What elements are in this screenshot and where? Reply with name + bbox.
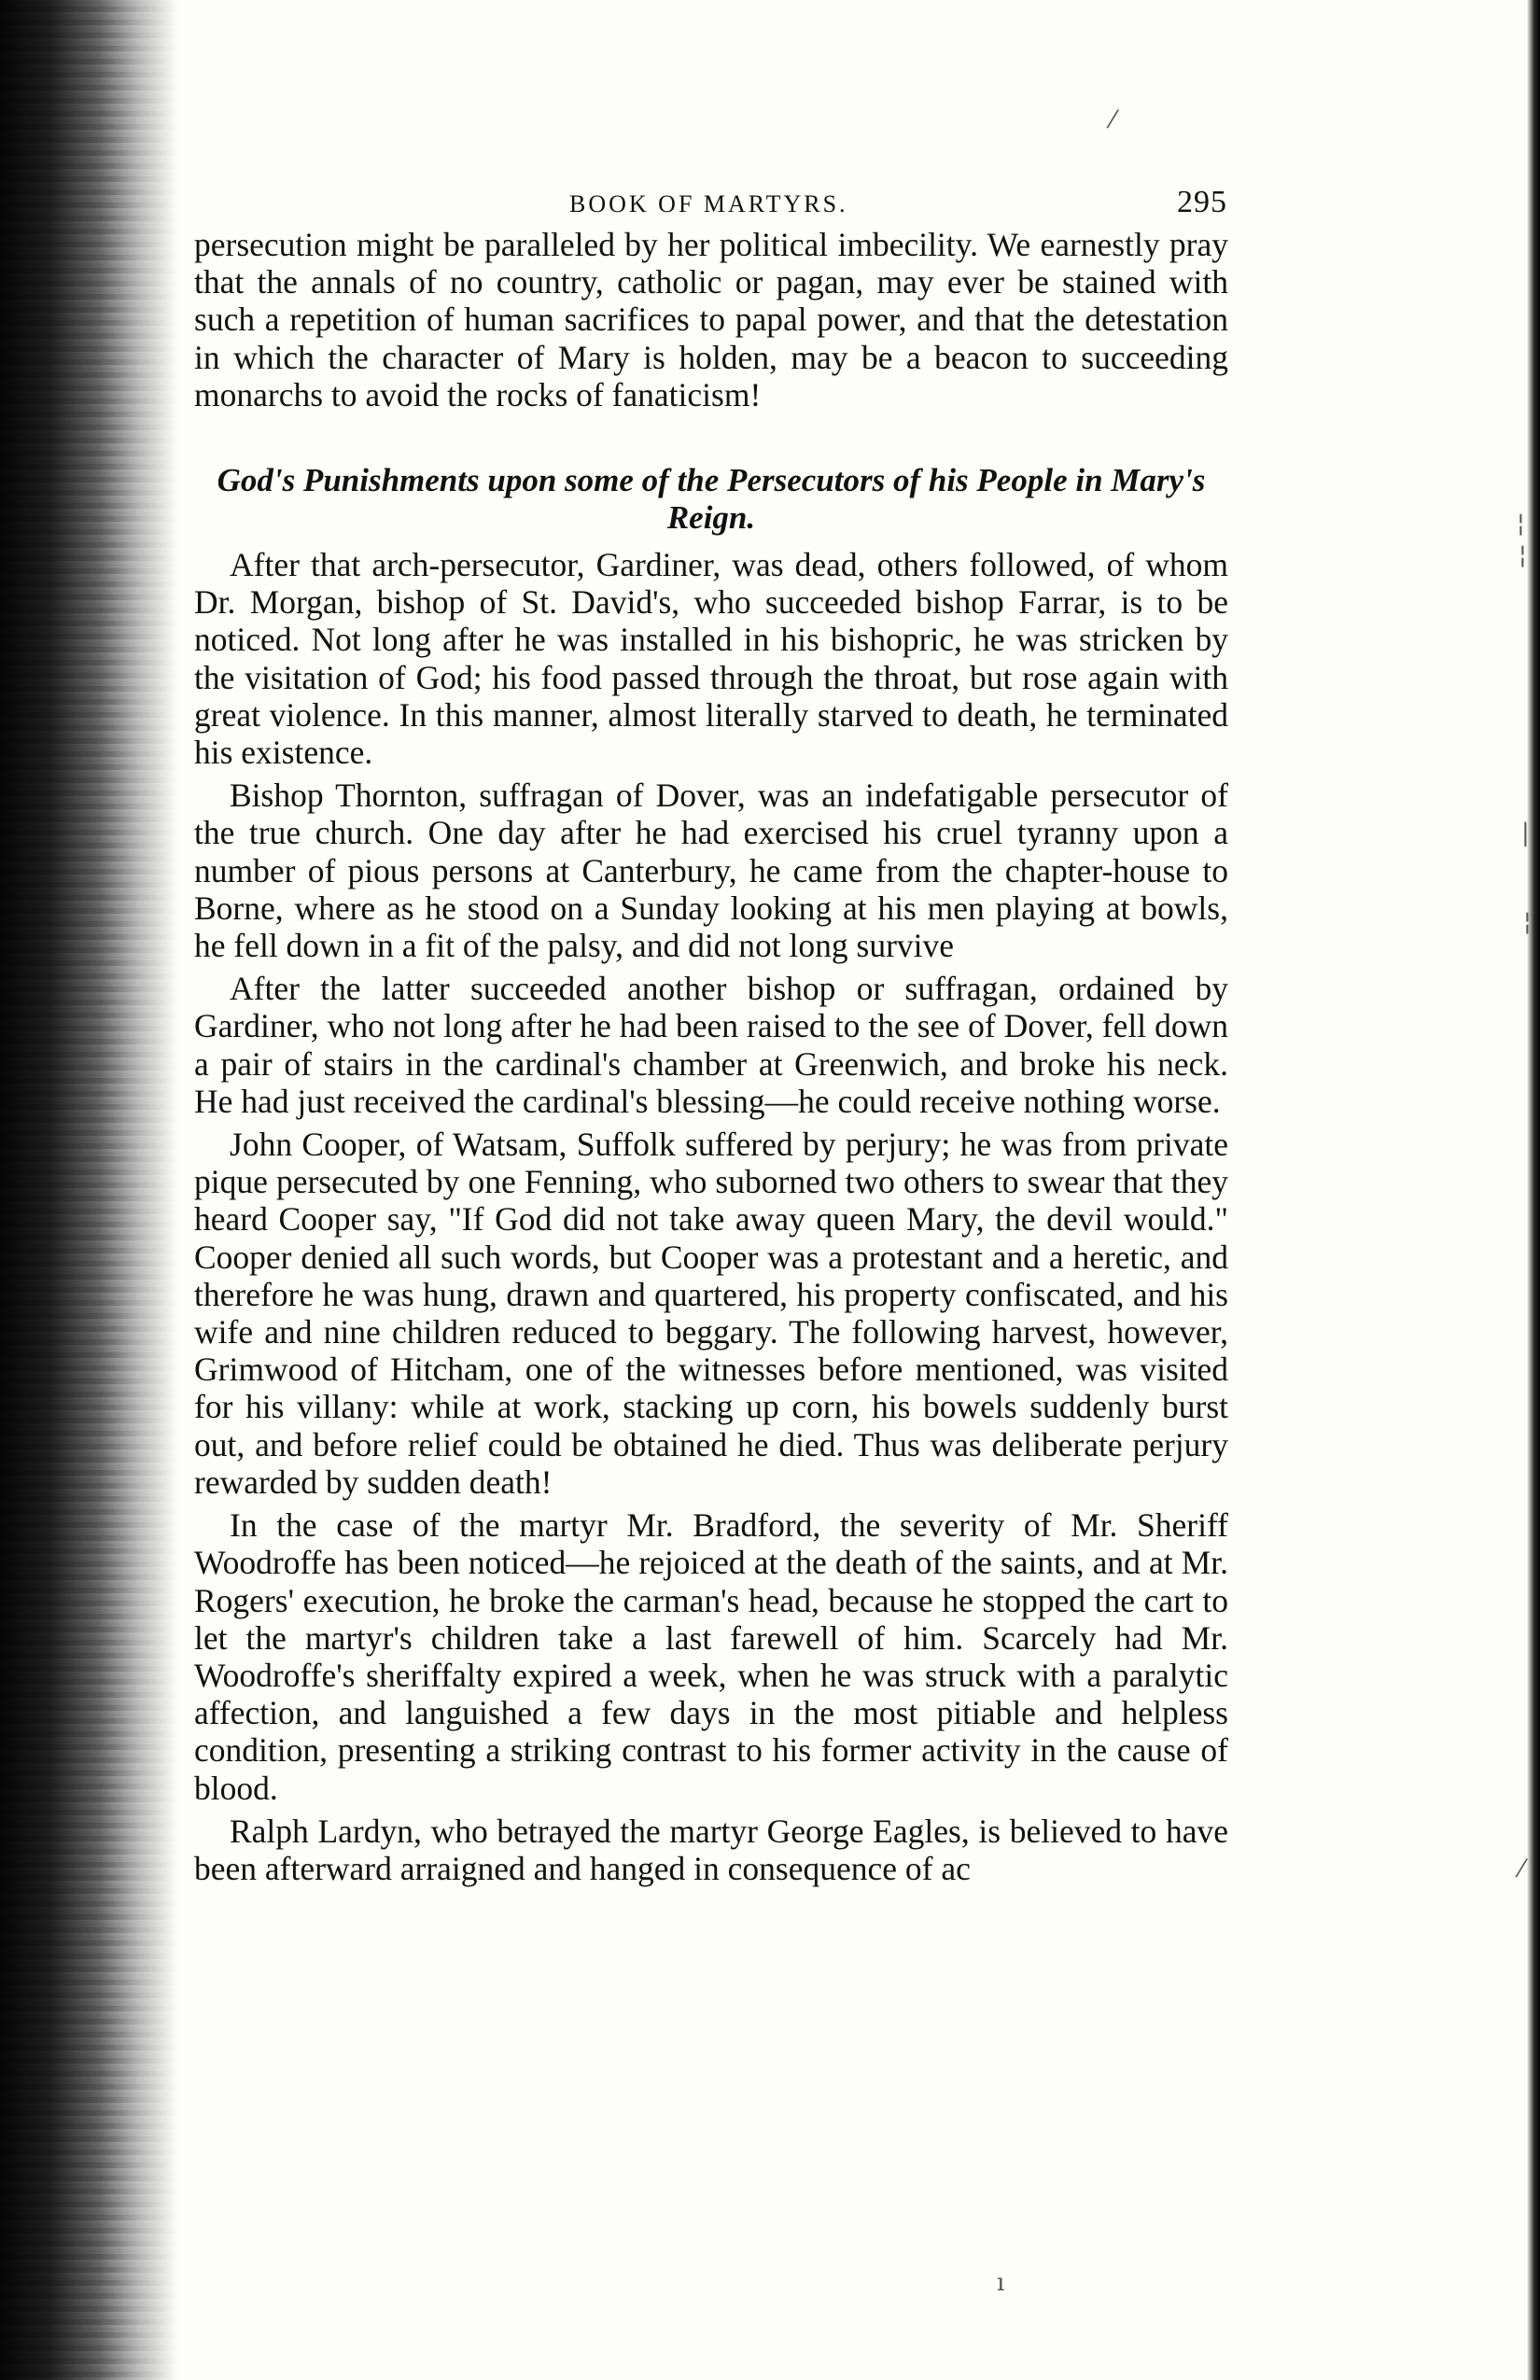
page-edge-shadow [1527, 0, 1540, 2380]
paragraph: In the case of the martyr Mr. Bradford, the severity of Mr. Sheriff Woodroffe has been noticed—he rejoiced at the death of the saints, and at Mr. Rogers' execution, he broke the carman's head, because he stopped the cart to let the martyr's children take a last farewell of him. Scarcely had Mr. Woodroffe's sheriffalty expired a week, when he was struck with a paralytic affection, and languished a few days in the most pitiable and helpless condition, presenting a striking contrast to his former activity in the cause of blood. [194, 1506, 1228, 1807]
bleed-through-mark: ¦ [1523, 908, 1532, 936]
paragraph: After the latter succeeded another bishop or suffragan, ordained by Gardiner, who not long after he had been raised to the see of Dover, fell down a pair of stairs in the cardinal's chamber at Greenwich, and broke his neck. He had just received the cardinal's blessing—he could receive nothing worse. [194, 970, 1228, 1120]
paragraph: Bishop Thornton, suffragan of Dover, was an indefatigable persecutor of the true church. One day after he had exercised his cruel tyranny upon a number of pious persons at Canterbury, he came from the chapter-house to Borne, where as he stood on a Sunday looking at his men playing at bowls, he fell down in a fit of the palsy, and did not long survive [194, 777, 1228, 965]
bleed-through-mark: ¦ [1517, 510, 1525, 538]
section-title: God's Punishments upon some of the Persecutors of his People in Mary's Reign. [217, 462, 1206, 537]
bleed-through-mark: ⁄ [1111, 106, 1115, 134]
body-text [194, 226, 1228, 1887]
bleed-through-mark: ⁄ [1519, 1855, 1524, 1883]
bleed-through-mark: | [1521, 819, 1530, 847]
paragraph: After that arch-persecutor, Gardiner, was dead, others followed, of whom Dr. Morgan, bishop of St. David's, who succeeded bishop Farrar, is to be noticed. Not long after he was installed in his bishopric, he was stricken by the visitation of God; his food passed through the throat, but rose again with great violence. In this manner, almost literally starved to death, he terminated his existence. [194, 546, 1228, 772]
paragraph: Ralph Lardyn, who betrayed the martyr George Eagles, is believed to have been afterward arraigned and hanged in consequence of ac [194, 1812, 1228, 1887]
bleed-through-mark: ¦ [1519, 541, 1527, 569]
page-number: 295 [1177, 185, 1227, 219]
running-head: BOOK OF MARTYRS. [569, 190, 848, 217]
opening-paragraph: persecution might be paralleled by her political imbecility. We earnestly pray that the annals of no country, catholic or pagan, may ever be stained with such a repetition of human sacrifices to papal power, and that the detestation in which the character of Mary is holden, may be a beacon to succeeding monarchs to avoid the rocks of fanaticism! [194, 226, 1228, 413]
bleed-through-mark: ı [997, 2269, 1005, 2297]
page-header [201, 185, 1227, 222]
gutter-texture [0, 0, 177, 2380]
paragraph: John Cooper, of Watsam, Suffolk suffered by perjury; he was from private pique persecuted by one Fenning, who suborned two others to swear that they heard Cooper say, "If God did not take away queen Mary, the devil would." Cooper denied all such words, but Cooper was a protestant and a heretic, and therefore he was hung, drawn and quartered, his property confiscated, and his wife and nine children reduced to beggary. The following harvest, however, Grimwood of Hitcham, one of the witnesses before mentioned, was visited for his villany: while at work, stacking up corn, his bowels suddenly burst out, and before relief could be obtained he died. Thus was deliberate perjury rewarded by sudden death! [194, 1126, 1228, 1501]
